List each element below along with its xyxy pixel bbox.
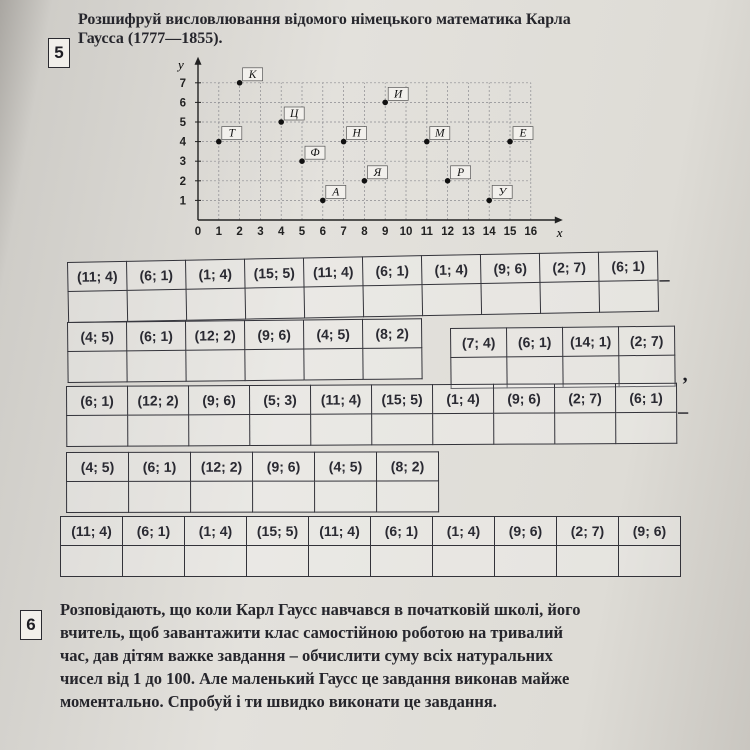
answer-cell[interactable] bbox=[245, 349, 304, 381]
x-tick-label: 0 bbox=[194, 226, 202, 238]
task-6-line: Розповідають, що коли Карл Гаусс навчався в початковій школі, його bbox=[60, 600, 581, 619]
coordinate-cell: (6; 1) bbox=[123, 517, 185, 546]
coordinate-cell: (15; 5) bbox=[244, 258, 304, 288]
x-tick-label: 5 bbox=[298, 226, 306, 238]
coordinate-cell: (6; 1) bbox=[615, 383, 676, 412]
x-tick-label: 8 bbox=[361, 226, 368, 238]
answer-cell[interactable] bbox=[363, 285, 423, 317]
coordinate-cell: (14; 1) bbox=[562, 327, 618, 357]
coordinate-cell: (12; 2) bbox=[191, 452, 253, 481]
point-marker bbox=[278, 119, 284, 125]
answer-cell[interactable] bbox=[185, 546, 247, 577]
point-label: М bbox=[435, 127, 445, 140]
coordinate-cell: (9; 6) bbox=[493, 384, 554, 413]
answer-cell[interactable] bbox=[363, 348, 422, 380]
coordinate-cell: (2; 7) bbox=[618, 326, 674, 356]
task-6-line: вчитель, щоб завантажити клас самостійною роботою на тривалий bbox=[60, 623, 563, 642]
point-label: Т bbox=[228, 127, 236, 140]
coordinate-cell: (6; 1) bbox=[598, 251, 658, 281]
coordinate-cell: (6; 1) bbox=[507, 327, 563, 357]
task-6-text bbox=[60, 598, 580, 713]
coordinates-row bbox=[68, 319, 422, 352]
coordinate-cell: (4; 5) bbox=[315, 452, 377, 481]
answer-cell[interactable] bbox=[481, 282, 541, 314]
point-label: Ц bbox=[290, 108, 299, 120]
grid-lines bbox=[198, 83, 531, 220]
table-suffix-punctuation: – bbox=[678, 400, 689, 423]
y-tick-label: 5 bbox=[179, 117, 186, 129]
answer-row bbox=[67, 481, 439, 513]
answer-cell[interactable] bbox=[540, 281, 600, 313]
point-marker bbox=[486, 198, 492, 204]
point-label: К bbox=[248, 68, 257, 81]
answer-cell[interactable] bbox=[67, 415, 128, 446]
point-marker bbox=[299, 158, 305, 164]
coordinate-cell: (6; 1) bbox=[127, 321, 186, 351]
coordinate-cell: (1; 4) bbox=[433, 517, 495, 546]
coordinate-cell: (9; 6) bbox=[189, 386, 250, 415]
answer-cell[interactable] bbox=[557, 546, 619, 577]
task-6-line: моментально. Спробуй і ти швидко виконати це завдання. bbox=[60, 692, 497, 711]
answer-cell[interactable] bbox=[245, 287, 305, 319]
code-table-wrapper bbox=[60, 516, 681, 577]
answer-cell[interactable] bbox=[189, 415, 250, 446]
coordinates-row bbox=[451, 326, 675, 357]
coordinates-row bbox=[61, 517, 681, 546]
point-marker bbox=[320, 198, 326, 204]
letter-points bbox=[216, 68, 533, 203]
coordinate-cell: (2; 7) bbox=[554, 384, 615, 413]
code-table-wrapper bbox=[66, 383, 689, 447]
code-table bbox=[67, 318, 423, 383]
coordinate-cell: (8; 2) bbox=[362, 319, 421, 349]
x-tick-label: 16 bbox=[524, 226, 538, 238]
coordinate-cell: (6; 1) bbox=[371, 517, 433, 546]
answer-cell[interactable] bbox=[616, 412, 677, 443]
coordinate-cell: (11; 4) bbox=[68, 261, 128, 291]
answer-cell[interactable] bbox=[127, 350, 186, 382]
x-axis-arrow bbox=[555, 217, 563, 224]
coordinate-cell: (12; 2) bbox=[185, 321, 244, 351]
point-label: И bbox=[394, 88, 403, 101]
y-tick-label: 6 bbox=[179, 97, 186, 110]
point-marker bbox=[445, 178, 451, 184]
point-label: Е bbox=[519, 127, 527, 140]
y-tick-label: 4 bbox=[179, 136, 186, 149]
y-tick-label: 3 bbox=[179, 156, 186, 169]
answer-cell[interactable] bbox=[128, 415, 189, 446]
x-tick-label: 6 bbox=[319, 226, 327, 238]
coordinate-cell: (11; 4) bbox=[303, 257, 363, 287]
coordinates-row bbox=[67, 383, 677, 415]
coordinate-cell: (8; 2) bbox=[377, 452, 439, 481]
point-label: Я bbox=[373, 166, 382, 179]
coordinate-cell: (2; 7) bbox=[557, 517, 619, 546]
point-label: Р bbox=[457, 166, 465, 179]
answer-cell[interactable] bbox=[304, 286, 364, 318]
y-tick-label: 2 bbox=[179, 175, 186, 188]
x-tick-label: 14 bbox=[482, 226, 496, 238]
answer-cell[interactable] bbox=[250, 414, 311, 445]
coordinate-cell: (4; 5) bbox=[68, 322, 127, 352]
table-suffix-punctuation: , bbox=[682, 363, 688, 386]
answer-cell[interactable] bbox=[191, 481, 253, 512]
tick-labels bbox=[180, 78, 538, 238]
task-5-text-line-1: Розшифруй висловлювання відомого німецького математика Карла bbox=[78, 11, 571, 28]
code-table-wrapper bbox=[66, 451, 439, 513]
answer-cell[interactable] bbox=[68, 290, 128, 322]
coordinate-cell: (9; 6) bbox=[253, 452, 315, 481]
y-tick-label: 7 bbox=[179, 77, 186, 90]
answer-cell[interactable] bbox=[309, 546, 371, 577]
code-table-wrapper bbox=[67, 251, 670, 323]
coordinate-cell: (6; 1) bbox=[129, 452, 191, 481]
answer-cell[interactable] bbox=[127, 289, 187, 321]
coordinate-plane bbox=[160, 45, 580, 260]
coordinate-cell: (11; 4) bbox=[61, 517, 123, 546]
task-5-number: 5 bbox=[48, 38, 70, 68]
code-table-wrapper bbox=[67, 318, 423, 383]
point-label: Ф bbox=[310, 147, 320, 160]
coordinate-cell: (15; 5) bbox=[247, 517, 309, 546]
answer-cell[interactable] bbox=[253, 481, 315, 512]
answer-row bbox=[61, 546, 681, 577]
answer-cell[interactable] bbox=[68, 351, 127, 383]
coordinate-cell: (9; 6) bbox=[619, 517, 681, 546]
answer-cell[interactable] bbox=[619, 546, 681, 577]
table-suffix-punctuation: – bbox=[659, 268, 670, 291]
coordinate-cell: (9; 6) bbox=[480, 253, 540, 283]
coordinate-cell: (9; 6) bbox=[495, 517, 557, 546]
answer-cell[interactable] bbox=[304, 348, 363, 380]
answer-cell[interactable] bbox=[422, 284, 482, 316]
coordinate-cell: (1; 4) bbox=[421, 255, 481, 285]
code-table bbox=[450, 326, 676, 389]
code-table bbox=[67, 251, 659, 323]
coordinate-cell: (4; 5) bbox=[67, 452, 129, 481]
answer-cell[interactable] bbox=[247, 546, 309, 577]
x-tick-label: 11 bbox=[420, 226, 433, 238]
point-label: Н bbox=[352, 127, 361, 140]
answer-cell[interactable] bbox=[315, 481, 377, 512]
x-tick-label: 1 bbox=[215, 226, 223, 238]
x-tick-label: 12 bbox=[441, 226, 454, 238]
answer-row bbox=[67, 412, 677, 446]
x-tick-label: 15 bbox=[503, 226, 517, 238]
answer-cell[interactable] bbox=[433, 413, 494, 444]
y-tick-label: 1 bbox=[179, 195, 186, 208]
x-tick-label: 13 bbox=[462, 226, 475, 238]
x-tick-label: 4 bbox=[277, 226, 285, 238]
task-6-line: чисел від 1 до 100. Але маленький Гаусс це завдання виконав майже bbox=[60, 669, 570, 688]
answer-cell[interactable] bbox=[495, 546, 557, 577]
answer-cell[interactable] bbox=[186, 288, 246, 320]
point-marker bbox=[216, 139, 222, 145]
coordinate-cell: (12; 2) bbox=[128, 386, 189, 415]
answer-cell[interactable] bbox=[129, 481, 191, 512]
answer-cell[interactable] bbox=[433, 546, 495, 577]
point-marker bbox=[341, 139, 347, 145]
x-tick-label: 2 bbox=[236, 226, 243, 238]
point-label: А bbox=[332, 186, 340, 199]
y-axis-arrow bbox=[195, 57, 202, 65]
coordinate-cell: (5; 3) bbox=[250, 385, 311, 414]
task-6-line: час, дав дітям важке завдання – обчислити суму всіх натуральних bbox=[60, 646, 553, 665]
coordinate-cell: (7; 4) bbox=[451, 328, 507, 358]
coordinate-cell: (4; 5) bbox=[303, 319, 362, 349]
answer-cell[interactable] bbox=[371, 546, 433, 577]
point-label: У bbox=[498, 186, 507, 199]
answer-cell[interactable] bbox=[186, 350, 245, 382]
answer-cell[interactable] bbox=[494, 413, 555, 444]
answer-cell[interactable] bbox=[555, 413, 616, 444]
coordinate-cell: (11; 4) bbox=[309, 517, 371, 546]
x-tick-label: 7 bbox=[340, 226, 347, 238]
answer-cell[interactable] bbox=[123, 546, 185, 577]
answer-cell[interactable] bbox=[372, 414, 433, 445]
code-table bbox=[60, 516, 681, 577]
answer-cell[interactable] bbox=[67, 481, 129, 512]
answer-cell[interactable] bbox=[599, 280, 659, 312]
y-axis-label: y bbox=[178, 56, 184, 72]
coordinate-cell: (6; 1) bbox=[362, 256, 422, 286]
coordinate-cell: (6; 1) bbox=[126, 260, 186, 290]
coordinate-cell: (6; 1) bbox=[67, 386, 128, 415]
point-marker bbox=[507, 139, 513, 145]
code-table bbox=[66, 451, 439, 513]
coordinate-cell: (11; 4) bbox=[310, 385, 371, 414]
code-table bbox=[66, 383, 677, 447]
x-tick-label: 3 bbox=[257, 226, 264, 238]
coordinates-row bbox=[67, 452, 439, 482]
point-marker bbox=[237, 80, 243, 86]
point-marker bbox=[424, 139, 430, 145]
x-axis-label: x bbox=[556, 225, 563, 240]
answer-row bbox=[68, 348, 422, 383]
coordinate-cell: (1; 4) bbox=[432, 384, 493, 413]
answer-cell[interactable] bbox=[61, 546, 123, 577]
task-6-number: 6 bbox=[20, 610, 42, 640]
answer-cell[interactable] bbox=[311, 414, 372, 445]
coordinate-cell: (1; 4) bbox=[185, 517, 247, 546]
x-tick-label: 9 bbox=[381, 226, 389, 238]
point-marker bbox=[362, 178, 368, 184]
point-marker bbox=[382, 100, 388, 106]
coordinate-cell: (1; 4) bbox=[185, 259, 245, 289]
coordinate-cell: (2; 7) bbox=[539, 252, 599, 282]
task-5-text-line-2: Гаусса (1777—1855). bbox=[78, 30, 223, 47]
x-tick-label: 10 bbox=[399, 226, 413, 238]
code-table-wrapper bbox=[450, 326, 688, 389]
answer-cell[interactable] bbox=[377, 481, 439, 512]
coordinate-cell: (15; 5) bbox=[371, 385, 432, 414]
coordinate-cell: (9; 6) bbox=[244, 320, 303, 350]
